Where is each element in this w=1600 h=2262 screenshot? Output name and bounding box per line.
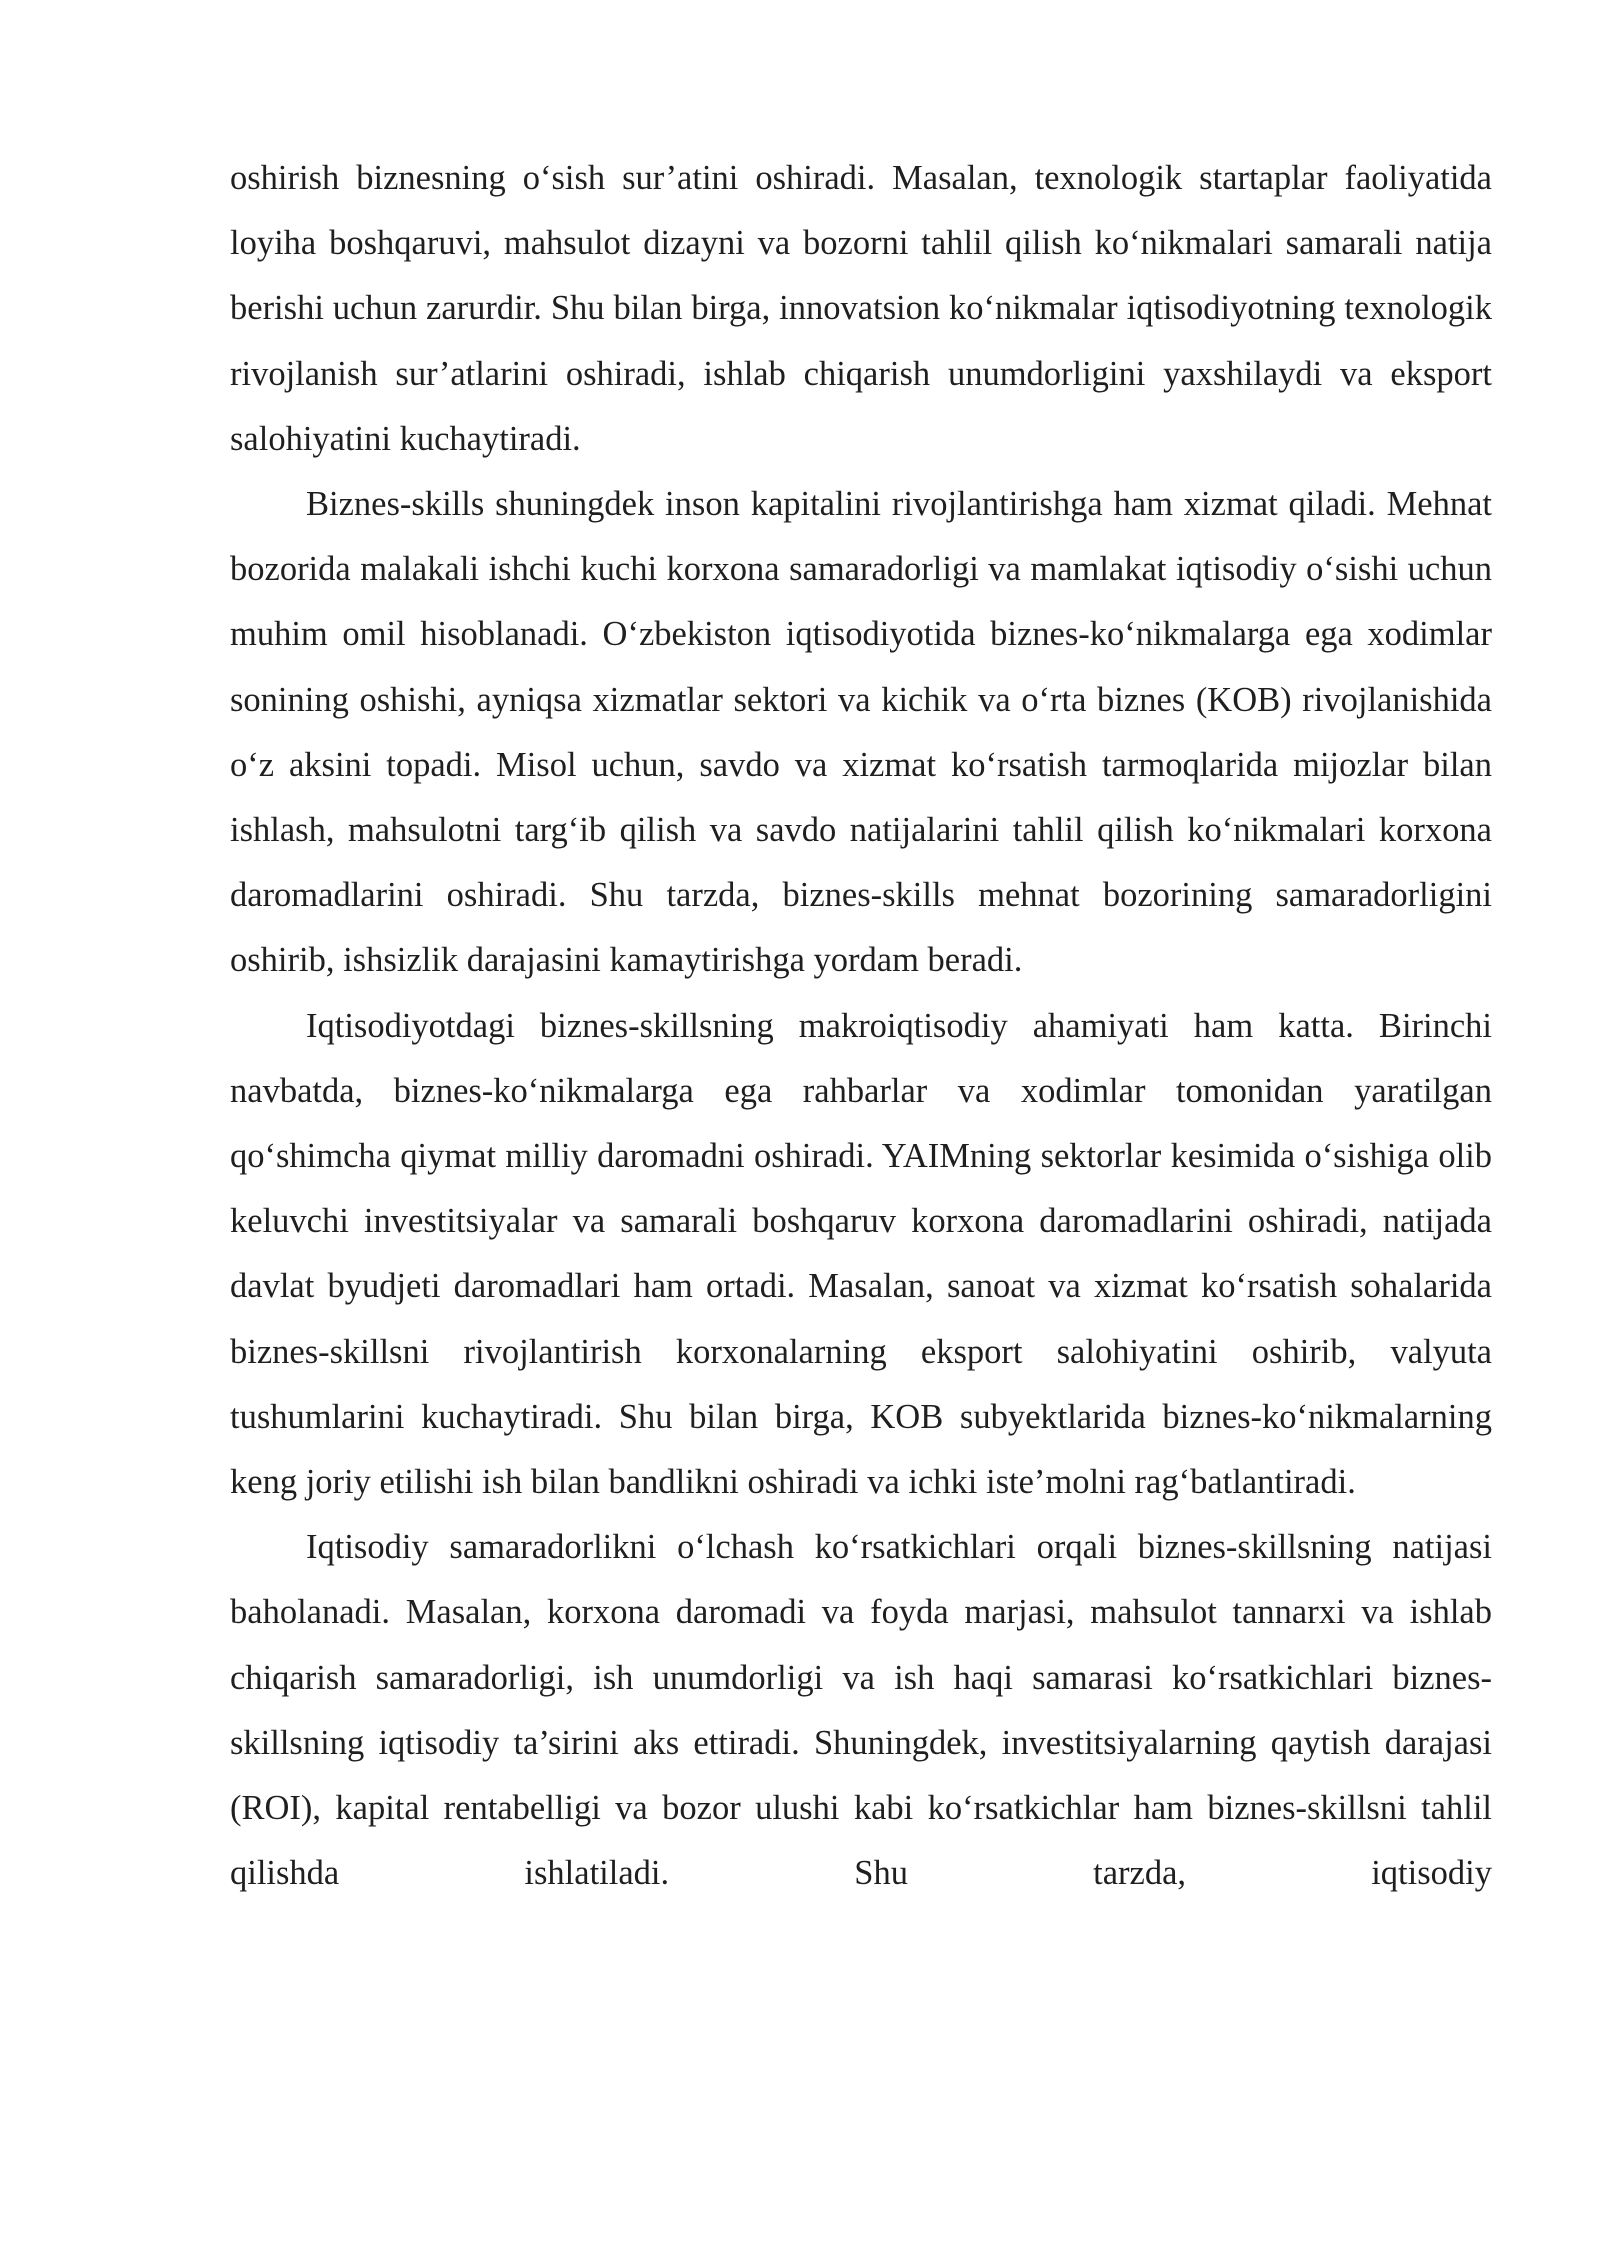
paragraph-4: Iqtisodiy samaradorlikni o‘lchash ko‘rsatkichlari orqali biznes-skillsning natijasi baholanadi. Masalan, korxona daromadi va foyda marjasi, mahsulot tannarxi va ishlab chiqarish samaradorligi, ish unumdorligi va ish haqi samarasi ko‘rsatkichlari biznes-skillsning iqtisodiy ta’sirini aks ettiradi. Shuningdek, investitsiyalarning qaytish darajasi (ROI), kapital rentabelligi va bozor ulushi kabi ko‘rsatkichlar ham biznes-skillsni tahlil qilishda ishlatiladi. Shu tarzda, iqtisodiy [230,1528,1492,1893]
paragraph-3: Iqtisodiyotdagi biznes-skillsning makroiqtisodiy ahamiyati ham katta. Birinchi navbatda, biznes-ko‘nikmalarga ega rahbarlar va xodimlar tomonidan yaratilgan qo‘shimcha qiymat milliy daromadni oshiradi. YAIMning sektorlar kesimida o‘sishiga olib keluvchi investitsiyalar va samarali boshqaruv korxona daromadlarini oshiradi, natijada davlat byudjeti daromadlari ham ortadi. Masalan, sanoat va xizmat ko‘rsatish sohalarida biznes-skillsni rivojlantirish korxonalarning eksport salohiyatini oshirib, valyuta tushumlarini kuchaytiradi. Shu bilan birga, KOB subyektlarida biznes-ko‘nikmalarning keng joriy etilishi ish bilan bandlikni oshiradi va ichki iste’molni rag‘batlantiradi. [230,1006,1492,1502]
document-body [230,146,1492,1906]
paragraph-2: Biznes-skills shuningdek inson kapitalini rivojlantirishga ham xizmat qiladi. Mehnat bozorida malakali ishchi kuchi korxona samaradorligi va mamlakat iqtisodiy o‘sishi uchun muhim omil hisoblanadi. O‘zbekiston iqtisodiyotida biznes-ko‘nikmalarga ega xodimlar sonining oshishi, ayniqsa xizmatlar sektori va kichik va o‘rta biznes (KOB) rivojlanishida o‘z aksini topadi. Misol uchun, savdo va xizmat ko‘rsatish tarmoqlarida mijozlar bilan ishlash, mahsulotni targ‘ib qilish va savdo natijalarini tahlil qilish ko‘nikmalari korxona daromadlarini oshiradi. Shu tarzda, biznes-skills mehnat bozorining samaradorligini oshirib, ishsizlik darajasini kamaytirishga yordam beradi. [230,485,1492,980]
paragraph-1: oshirish biznesning o‘sish sur’atini oshiradi. Masalan, texnologik startaplar faoliyatida loyiha boshqaruvi, mahsulot dizayni va bozorni tahlil qilish ko‘nikmalari samarali natija berishi uchun zarurdir. Shu bilan birga, innovatsion ko‘nikmalar iqtisodiyotning texnologik rivojlanish sur’atlarini oshiradi, ishlab chiqarish unumdorligini yaxshilaydi va eksport salohiyatini kuchaytiradi. [230,159,1492,458]
